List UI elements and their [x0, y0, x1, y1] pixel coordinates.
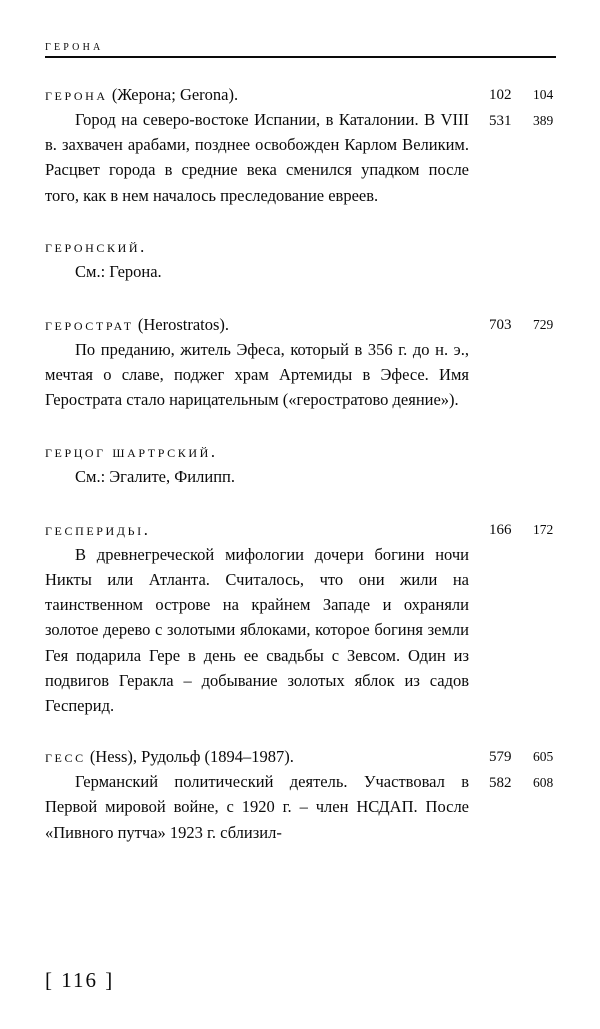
entry-body: [45, 82, 469, 208]
headword-line: [45, 439, 469, 464]
dictionary-entry: [45, 82, 556, 208]
see-also-reference: См.: Герона.: [75, 261, 162, 281]
headword: герострат: [45, 315, 134, 335]
page-reference-secondary: 104: [533, 87, 554, 102]
headword-line: [45, 744, 469, 769]
entry-text: По преданию, житель Эфеса, который в 356 г. до н. э., мечтая о славе, поджег храм Артемиды в Эфесе. Имя Герострата стало нарицательным («геростратово деяние»).: [45, 340, 469, 410]
page-reference-row: [489, 517, 600, 543]
running-head: [45, 36, 556, 62]
page-reference-primary: 703: [489, 317, 512, 334]
dictionary-entry: [45, 744, 556, 845]
see-also-reference: См.: Эгалите, Филипп.: [75, 466, 235, 486]
headword-tail: .: [140, 236, 145, 256]
page-reference-secondary: 389: [533, 113, 554, 129]
entry-text: В древнегреческой мифологии дочери богини ночи Никты или Атланта. Считалось, что они жили на таинственном острове на крайнем Западе и охраняли золотое дерево с золотыми яблоками, которое богиня земли Гея подарила Гере в день ее свадьбы с Зевсом. Один из подвигов Геракла – добывание золотых яблок из садов Гесперид.: [45, 544, 469, 716]
headword: геронский: [45, 236, 141, 256]
dictionary-entry: [45, 439, 556, 489]
entry-body: [45, 312, 469, 413]
page-reference-secondary: 729: [533, 317, 554, 333]
page-reference-column: [489, 82, 600, 134]
page-reference-row: [489, 108, 600, 134]
page-reference-row: [489, 82, 600, 108]
entry-text: Германский политический деятель. Участвовал в Первой мировой войне, с 1920 г. – член НСДАП. После «Пивного путча» 1923 г. сблизил-: [45, 772, 469, 842]
headword: гесс: [45, 747, 86, 767]
running-head-text: герона: [45, 38, 104, 54]
headword-tail: (Herostratos).: [133, 315, 230, 335]
header-rule: [45, 56, 556, 58]
entry-body: [45, 234, 469, 284]
page-reference-row: [489, 744, 600, 770]
page-reference-secondary: 172: [533, 521, 554, 537]
headword: герона: [45, 85, 108, 104]
entry-body: [45, 744, 469, 845]
dictionary-entry: [45, 312, 556, 413]
page-reference-primary: 579: [489, 749, 512, 766]
headword-line: [45, 517, 469, 542]
page-reference-column: [489, 517, 600, 543]
headword-tail: (Жерона; Gerona).: [107, 85, 239, 104]
dictionary-entry: [45, 234, 556, 284]
page-reference-primary: 531: [489, 113, 512, 130]
folio-page-number: [ 116 ]: [45, 968, 115, 992]
page-reference-column: [489, 744, 600, 796]
page-reference-row: [489, 312, 600, 338]
headword-line: [45, 82, 469, 107]
page-reference-column: [489, 312, 600, 338]
page-reference-secondary: 605: [533, 749, 554, 765]
dictionary-entry: [45, 517, 556, 718]
entry-text: Город на северо-востоке Испании, в Каталонии. В VIII в. захвачен арабами, позднее освобожден Карлом Великим. Расцвет города в средние века сменился упадком после того, как в нем началось преследование евреев.: [45, 110, 469, 205]
headword: гесперидьı: [45, 519, 144, 539]
page-reference-primary: 582: [489, 775, 512, 792]
page-reference-primary: 166: [489, 521, 512, 538]
headword-line: [45, 312, 469, 337]
headword-tail: .: [143, 519, 148, 539]
entry-body: [45, 439, 469, 489]
entry-body: [45, 517, 469, 718]
headword-tail: (Hess), Рудольф (1894–1987).: [85, 747, 294, 767]
page-reference-secondary: 608: [533, 775, 554, 791]
page-reference-row: [489, 770, 600, 796]
entry-list: [45, 82, 556, 845]
page-reference-primary: 102: [489, 87, 512, 103]
headword: герцог шартрский: [45, 441, 211, 461]
headword-line: [45, 234, 469, 259]
headword-tail: .: [210, 441, 215, 461]
